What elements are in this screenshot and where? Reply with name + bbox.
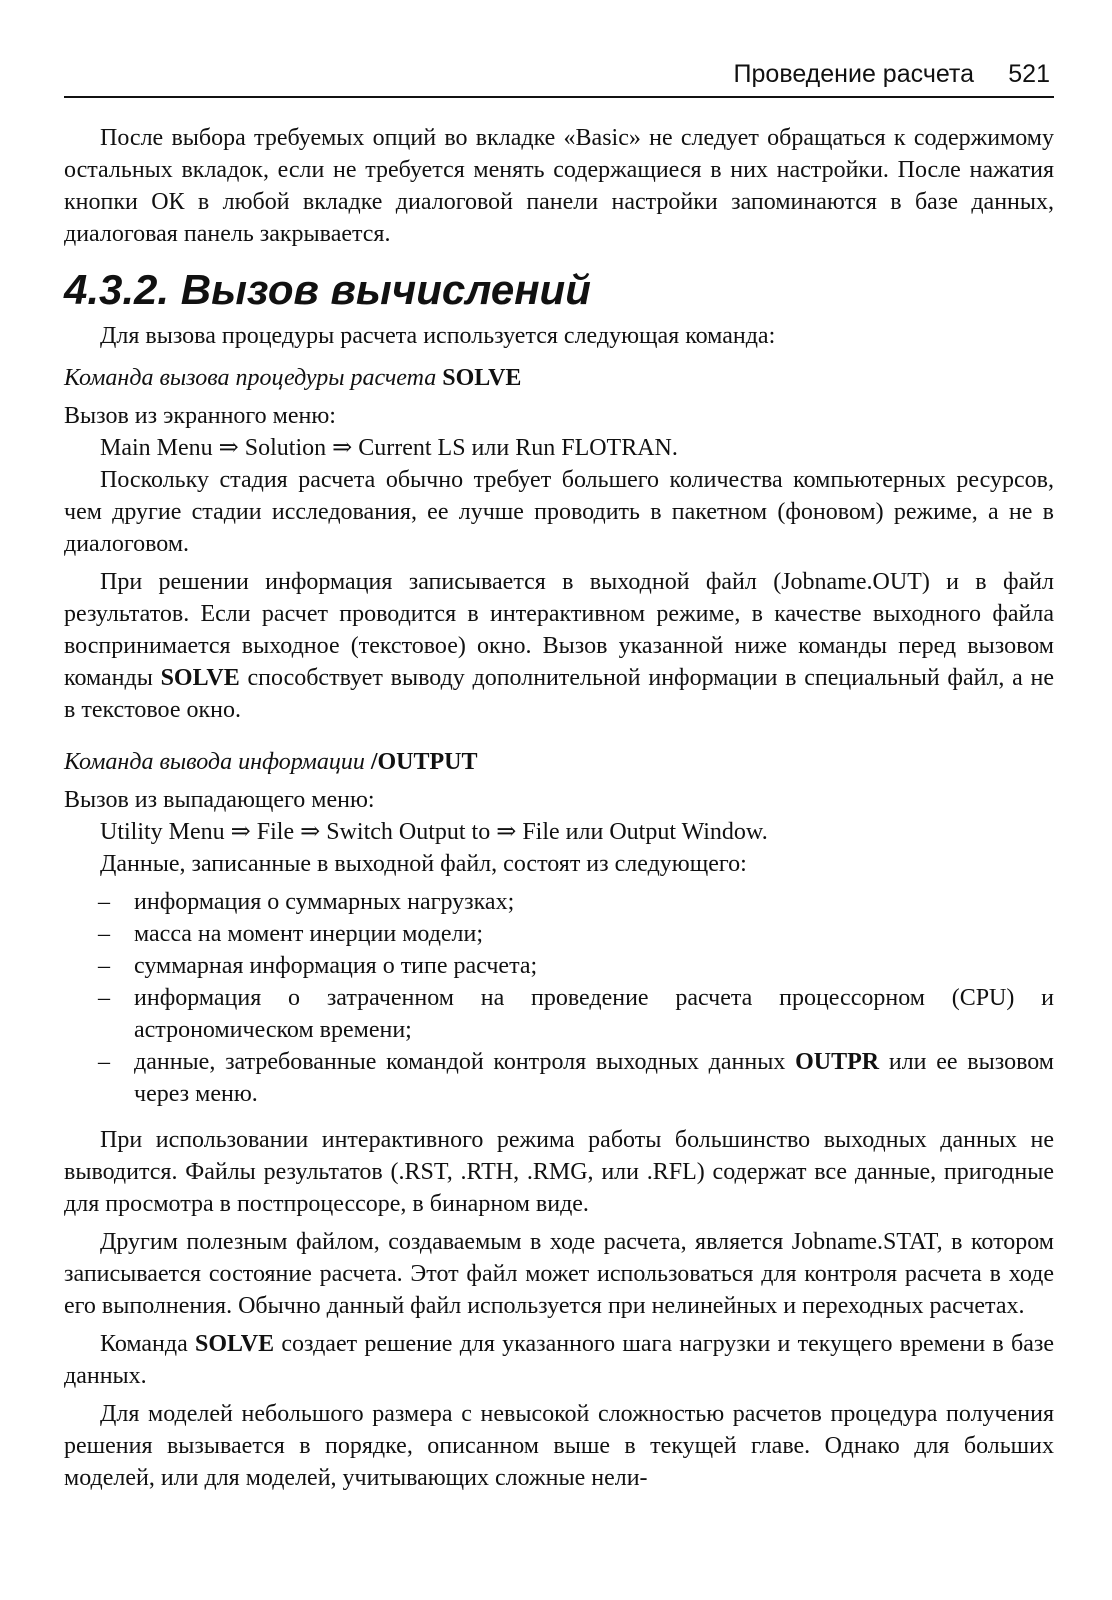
command-solve-caption: [64, 362, 1054, 394]
dash-marker: –: [98, 953, 110, 979]
paragraph: [64, 1328, 1054, 1392]
running-title: Проведение расчета: [733, 60, 974, 88]
text-run: При решении информация записывается в выходной файл (Jobname.OUT) и в файл результатов. Если расчет проводится в интерактивном режиме, в качестве выходного файла воспринимается выходное (текстовое) окно. Вызов указанной ниже команды перед вызовом команды: [64, 569, 1054, 691]
command-name: SOLVE: [442, 365, 522, 391]
output-data-list: [64, 886, 1054, 1110]
paragraph: Для моделей небольшого размера с невысокой сложностью расчетов процедура получения решения вызывается в порядке, описанном выше в текущей главе. Однако для больших моделей, или для моделей, учитывающих сложные нели-: [64, 1401, 1054, 1491]
text-run: данные, затребованные командой контроля выходных данных: [134, 1049, 796, 1075]
list-item: [64, 1046, 1054, 1110]
paragraph: Поскольку стадия расчета обычно требует большего количества компьютерных ресурсов, чем другие стадии исследования, ее лучше проводить в пакетном (фоновом) режиме, а не в диалоговом.: [64, 467, 1054, 557]
dash-marker: –: [98, 1049, 110, 1075]
dash-marker: –: [98, 889, 110, 915]
paragraph: Другим полезным файлом, создаваемым в ходе расчета, является Jobname.STAT, в котором записывается состояние расчета. Этот файл может использоваться для контроля расчета в ходе его выполнения. Обычно данный файл используется при нелинейных и переходных расчетах.: [64, 1229, 1054, 1319]
command-label: Команда вызова процедуры расчета: [64, 365, 437, 391]
command-name: SOLVE: [194, 1331, 275, 1357]
text-run: или ее вызовом через меню.: [134, 1049, 1054, 1107]
command-name: /OUTPUT: [370, 749, 478, 775]
section-lead: Для вызова процедуры расчета используется следующая команда:: [100, 323, 776, 349]
text-run: создает решение для указанного шага нагрузки и текущего времени в базе данных.: [64, 1331, 1054, 1389]
list-item: [64, 950, 1054, 982]
command-output-caption: [64, 746, 1054, 778]
command-name: SOLVE: [160, 665, 240, 691]
section-heading: 4.3.2. Вызов вычислений: [64, 266, 591, 313]
list-item: [64, 918, 1054, 950]
dash-marker: –: [98, 921, 110, 947]
page-body: [64, 122, 1054, 1494]
menu-call-label: Вызов из выпадающего меню:: [64, 787, 375, 813]
text-run: способствует выводу дополнительной информации в специальный файл, а не в текстовое окно.: [64, 665, 1055, 723]
list-item-text: масса на момент инерции модели;: [134, 921, 484, 947]
command-name: OUTPR: [795, 1049, 880, 1075]
list-item: [64, 886, 1054, 918]
intro-paragraph: После выбора требуемых опций во вкладке «Basic» не следует обращаться к содержимому остальных вкладок, если не требуется менять содержащиеся в них настройки. После нажатия кнопки ОК в любой вкладке диалоговой панели настройки запоминаются в базе данных, диалоговая панель закрывается.: [64, 125, 1054, 247]
running-header: [64, 56, 1054, 98]
list-item: [64, 982, 1054, 1046]
menu-path: Main Menu ⇒ Solution ⇒ Current LS или Run FLOTRAN.: [100, 435, 678, 461]
list-item-text: информация о затраченном на проведение расчета процессорном (CPU) и астрономическом времени;: [134, 985, 1054, 1043]
paragraph: [64, 566, 1054, 726]
list-item-text: суммарная информация о типе расчета;: [134, 953, 538, 979]
menu-path: Utility Menu ⇒ File ⇒ Switch Output to ⇒ File или Output Window.: [100, 819, 768, 845]
list-item-text: информация о суммарных нагрузках;: [134, 889, 515, 915]
list-intro: Данные, записанные в выходной файл, состоят из следующего:: [100, 851, 747, 877]
text-run: Команда: [100, 1331, 195, 1357]
dash-marker: –: [98, 985, 110, 1011]
paragraph: При использовании интерактивного режима работы большинство выходных данных не выводится. Файлы результатов (.RST, .RTH, .RMG, или .RFL) содержат все данные, пригодные для просмотра в постпроцессоре, в бинарном виде.: [64, 1127, 1054, 1217]
menu-call-label: Вызов из экранного меню:: [64, 403, 336, 429]
command-label: Команда вывода информации: [64, 749, 365, 775]
page-number: 521: [1008, 60, 1050, 88]
